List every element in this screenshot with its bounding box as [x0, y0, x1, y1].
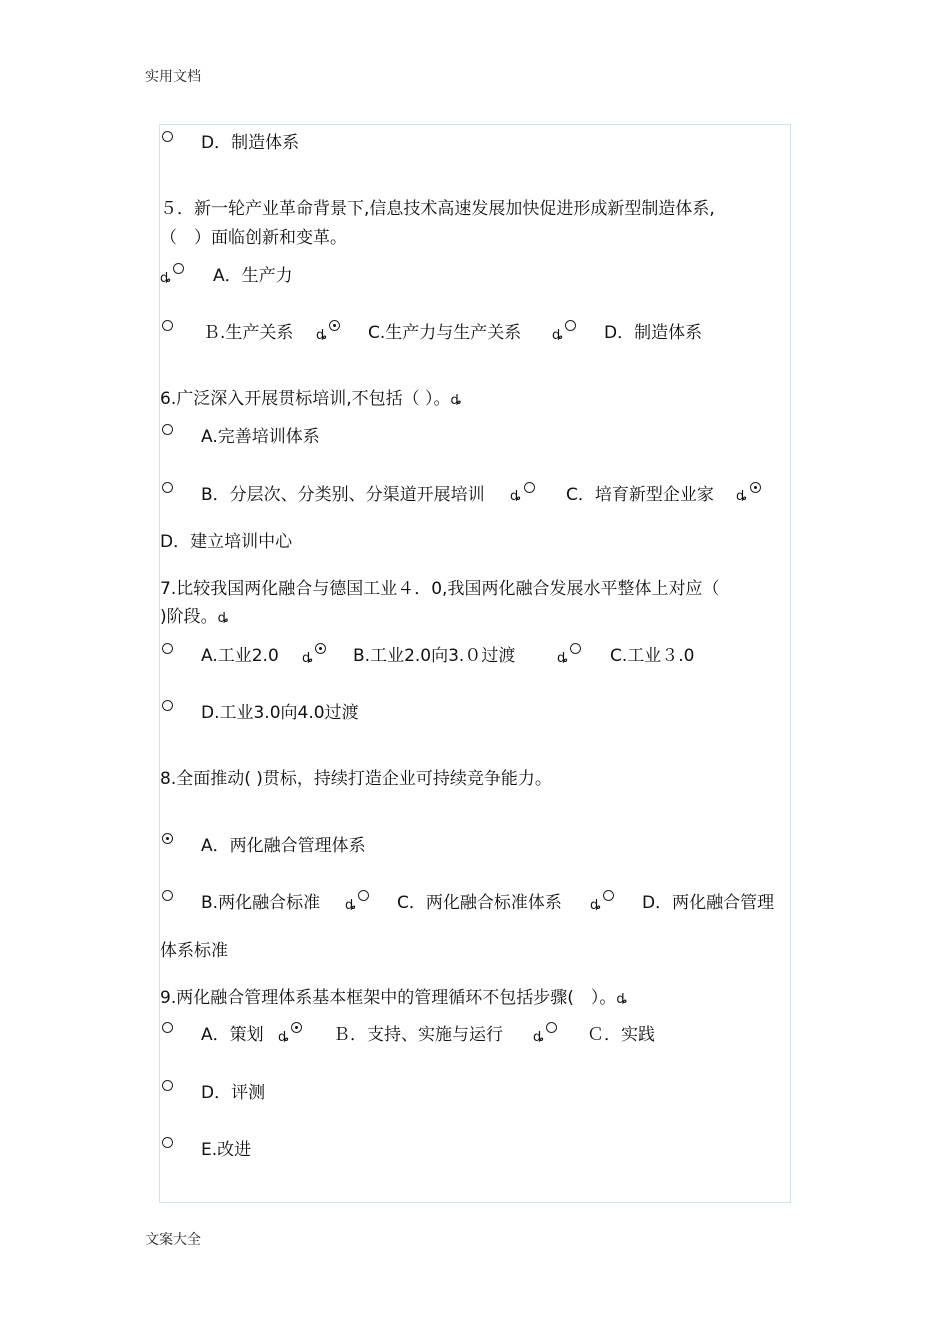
q8-mark-2: ȡ	[590, 898, 601, 913]
q9-option-c: Ｃ．实践	[587, 1025, 655, 1045]
q9-mark: ȡ	[616, 992, 628, 1007]
q4-option-d: D．制造体系	[201, 133, 300, 153]
q8-option-d-line2: 体系标准	[160, 941, 228, 961]
page-footer: 文案大全	[145, 1232, 201, 1248]
q8-mark-1: ȡ	[345, 898, 356, 913]
q9-mark-3: ȡ	[533, 1030, 544, 1045]
q7-mark: ȡ	[217, 611, 229, 626]
q5-option-d-radio[interactable]	[565, 320, 576, 331]
q9-option-e: E.改进	[201, 1140, 252, 1160]
q5-mark-1: ȡ	[160, 271, 171, 286]
q5-mark-2: ȡ	[316, 328, 327, 343]
q9-option-d-radio[interactable]	[162, 1080, 173, 1091]
q6-option-c: C．培育新型企业家	[566, 485, 714, 505]
q7-question-text2: )阶段。	[160, 607, 218, 627]
q7-mark-3: ȡ	[557, 651, 568, 666]
q4-option-d-radio[interactable]	[162, 131, 173, 142]
q7-option-c: C.工业３.0	[610, 646, 695, 666]
q6-option-d: D．建立培训中心	[160, 532, 293, 552]
q9-option-a-radio[interactable]	[162, 1022, 173, 1033]
q8-option-d-radio[interactable]	[603, 890, 614, 901]
q8-option-a-radio[interactable]	[162, 833, 173, 844]
q5-question-line2: （ ）面临创新和变革。	[160, 228, 347, 248]
q7-option-c-radio[interactable]	[570, 643, 581, 654]
q7-question-line2	[160, 606, 229, 630]
q6-mark-2: ȡ	[510, 489, 521, 504]
q6-option-a-radio[interactable]	[162, 424, 173, 435]
q5-option-b: Ｂ.生产关系	[203, 323, 294, 343]
q5-option-a: A．生产力	[213, 266, 293, 286]
q8-option-b: B.两化融合标准	[201, 893, 321, 913]
q6-option-c-radio[interactable]	[524, 482, 535, 493]
q7-option-d: D.工业3.0向4.0过渡	[201, 703, 359, 723]
q9-option-e-radio[interactable]	[162, 1137, 173, 1148]
q8-option-d-line1: D．两化融合管理	[642, 893, 775, 913]
q5-option-b-radio[interactable]	[162, 320, 173, 331]
q9-option-a: A．策划	[201, 1025, 264, 1045]
q6-question-text: 6.广泛深入开展贯标培训,不包括（ ）。	[160, 389, 451, 409]
q6-option-a: A.完善培训体系	[201, 427, 320, 447]
q8-option-a: A．两化融合管理体系	[201, 836, 366, 856]
q7-option-a: A.工业2.0	[201, 646, 279, 666]
page-header: 实用文档	[145, 69, 201, 85]
q7-option-d-radio[interactable]	[162, 700, 173, 711]
q6-mark-3: ȡ	[736, 489, 747, 504]
q7-option-a-radio[interactable]	[162, 643, 173, 654]
q7-question-line1: 7.比较我国两化融合与德国工业４．0,我国两化融合发展水平整体上对应（	[160, 579, 720, 599]
q9-question-text: 9.两化融合管理体系基本框架中的管理循环不包括步骤( ）。	[160, 988, 617, 1008]
q8-question-line1: 8.全面推动( )贯标，持续打造企业可持续竞争能力。	[160, 769, 552, 789]
q6-option-b-radio[interactable]	[162, 482, 173, 493]
q9-option-b-radio[interactable]	[291, 1022, 302, 1033]
q8-option-c-radio[interactable]	[358, 890, 369, 901]
q6-mark: ȡ	[450, 393, 462, 408]
q6-option-b: B．分层次、分类别、分渠道开展培训	[201, 485, 485, 505]
q8-option-b-radio[interactable]	[162, 890, 173, 901]
q9-mark-2: ȡ	[278, 1030, 289, 1045]
q5-option-a-radio[interactable]	[173, 263, 184, 274]
q5-question-line1: ５．新一轮产业革命背景下,信息技术高速发展加快促进形成新型制造体系,	[160, 199, 715, 219]
q6-question-line1	[160, 388, 461, 412]
q6-option-d-radio[interactable]	[750, 482, 761, 493]
q5-mark-3: ȡ	[552, 328, 563, 343]
q8-option-c: C．两化融合标准体系	[397, 893, 562, 913]
q5-option-c-radio[interactable]	[329, 320, 340, 331]
q7-option-b: B.工业2.0向3.０过渡	[353, 646, 516, 666]
q9-option-b: Ｂ．支持、实施与运行	[333, 1025, 503, 1045]
q7-option-b-radio[interactable]	[315, 643, 326, 654]
q5-option-c: C.生产力与生产关系	[368, 323, 522, 343]
q5-option-d: D．制造体系	[604, 323, 703, 343]
q7-mark-2: ȡ	[302, 651, 313, 666]
q9-question-line1	[160, 987, 627, 1011]
q9-option-d: D．评测	[201, 1083, 266, 1103]
q9-option-c-radio[interactable]	[546, 1022, 557, 1033]
